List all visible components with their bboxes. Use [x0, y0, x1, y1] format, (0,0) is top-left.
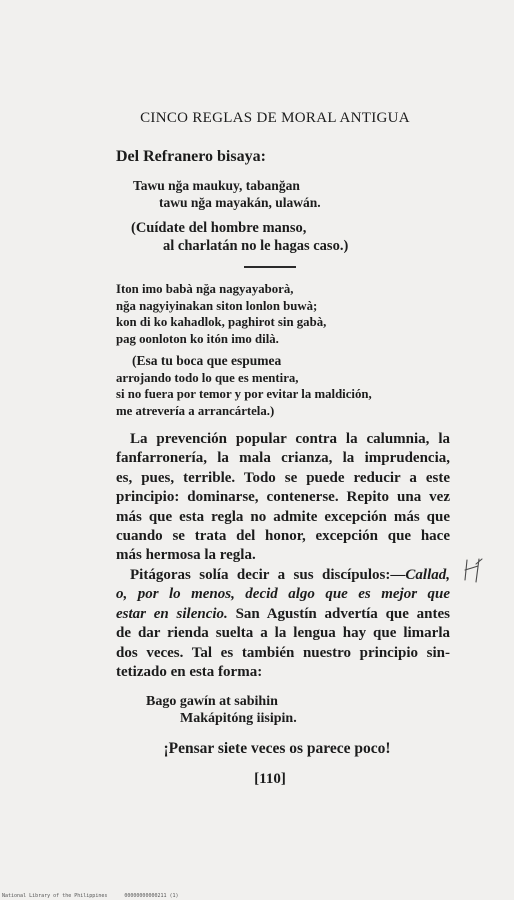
verse-line: nğa nagyiyinakan siton lonlon buwà; — [116, 298, 318, 313]
paragraph-text: San Agustín advertía que antes — [227, 605, 451, 622]
closing-exclamation: ¡Pensar siete veces os parece poco! — [163, 740, 391, 757]
verse-line: kon di ko kahadlok, paghirot sin gabà, — [116, 315, 327, 329]
italic-quote: estar en silencio. — [116, 605, 228, 622]
paragraph-line: dos veces. Tal es también nuestro principio sin- — [116, 644, 450, 661]
handwritten-margin-mark — [462, 556, 484, 586]
proverb-line: Tawu nğa maukuy, tabanğan — [133, 178, 300, 193]
paragraph-line: es, pues, terrible. Todo se puede reducir a este — [116, 469, 450, 486]
chapter-heading: CINCO REGLAS DE MORAL ANTIGUA — [140, 110, 410, 126]
proverb-line: tawu nğa mayakán, ulawán. — [159, 195, 321, 210]
proverb-line: Bago gawín at sabihin — [146, 694, 278, 709]
proverb-bisaya — [133, 177, 321, 211]
scan-footer — [2, 893, 193, 899]
verse-translation-line: arrojando todo lo que es mentira, — [116, 370, 299, 385]
refranero-label: Del Refranero bisaya: — [116, 148, 266, 165]
paragraph-line: cuando se trata del honor, excepción que hace — [116, 528, 450, 545]
paragraph-line: tetizado en esta forma: — [116, 664, 263, 681]
italic-quote: o, por lo menos, decid algo que es mejor que — [116, 586, 450, 603]
paragraph-line: más que esta regla no admite excepción más que — [116, 508, 450, 525]
paragraph-line: de dar rienda suelta a la lengua hay que limarla — [116, 625, 450, 642]
paragraph-line: La prevención popular contra la calumnia, la — [130, 431, 450, 447]
paragraph-line — [116, 585, 450, 604]
italic-quote: Callad, — [405, 567, 450, 583]
verse-translation-line: (Esa tu boca que espumea — [132, 353, 282, 368]
paragraph-line: fanfarronería, la mala crianza, la imprudencia, — [116, 450, 450, 467]
proverb-translation — [131, 219, 348, 255]
verse-translation-line: si no fuera por temor y por evitar la maldición, — [116, 387, 372, 401]
paragraph-line: más hermosa la regla. — [116, 547, 256, 564]
paragraph-text: Pitágoras solía decir a sus discípulos:— — [130, 567, 406, 583]
paragraph-line: principio: dominarse, contenerse. Repito una vez — [116, 489, 450, 506]
paragraph-prevencion — [116, 430, 450, 566]
verse-line: pag oonloton ko itón imo dilà. — [116, 331, 279, 346]
footer-library: National Library of the Philippines — [2, 893, 108, 899]
verse-translation-line: me atrevería a arrancártela.) — [116, 403, 275, 418]
paragraph-pitagoras — [116, 566, 450, 682]
proverb-tagalog — [146, 693, 297, 727]
translation-line: (Cuídate del hombre manso, — [131, 220, 307, 236]
verse-line: Iton imo babà nğa nagyayaborà, — [116, 282, 294, 296]
paragraph-line — [116, 605, 450, 624]
paragraph-line — [116, 566, 450, 585]
translation-line: al charlatán no le hagas caso.) — [163, 238, 349, 254]
proverb-line: Makápitóng iisipin. — [180, 711, 297, 726]
footer-id: 00000000000211 (1) — [124, 893, 179, 899]
section-divider — [244, 266, 296, 268]
page-number: [110] — [254, 771, 286, 787]
verse-bisaya — [116, 281, 326, 347]
verse-translation — [116, 353, 372, 419]
